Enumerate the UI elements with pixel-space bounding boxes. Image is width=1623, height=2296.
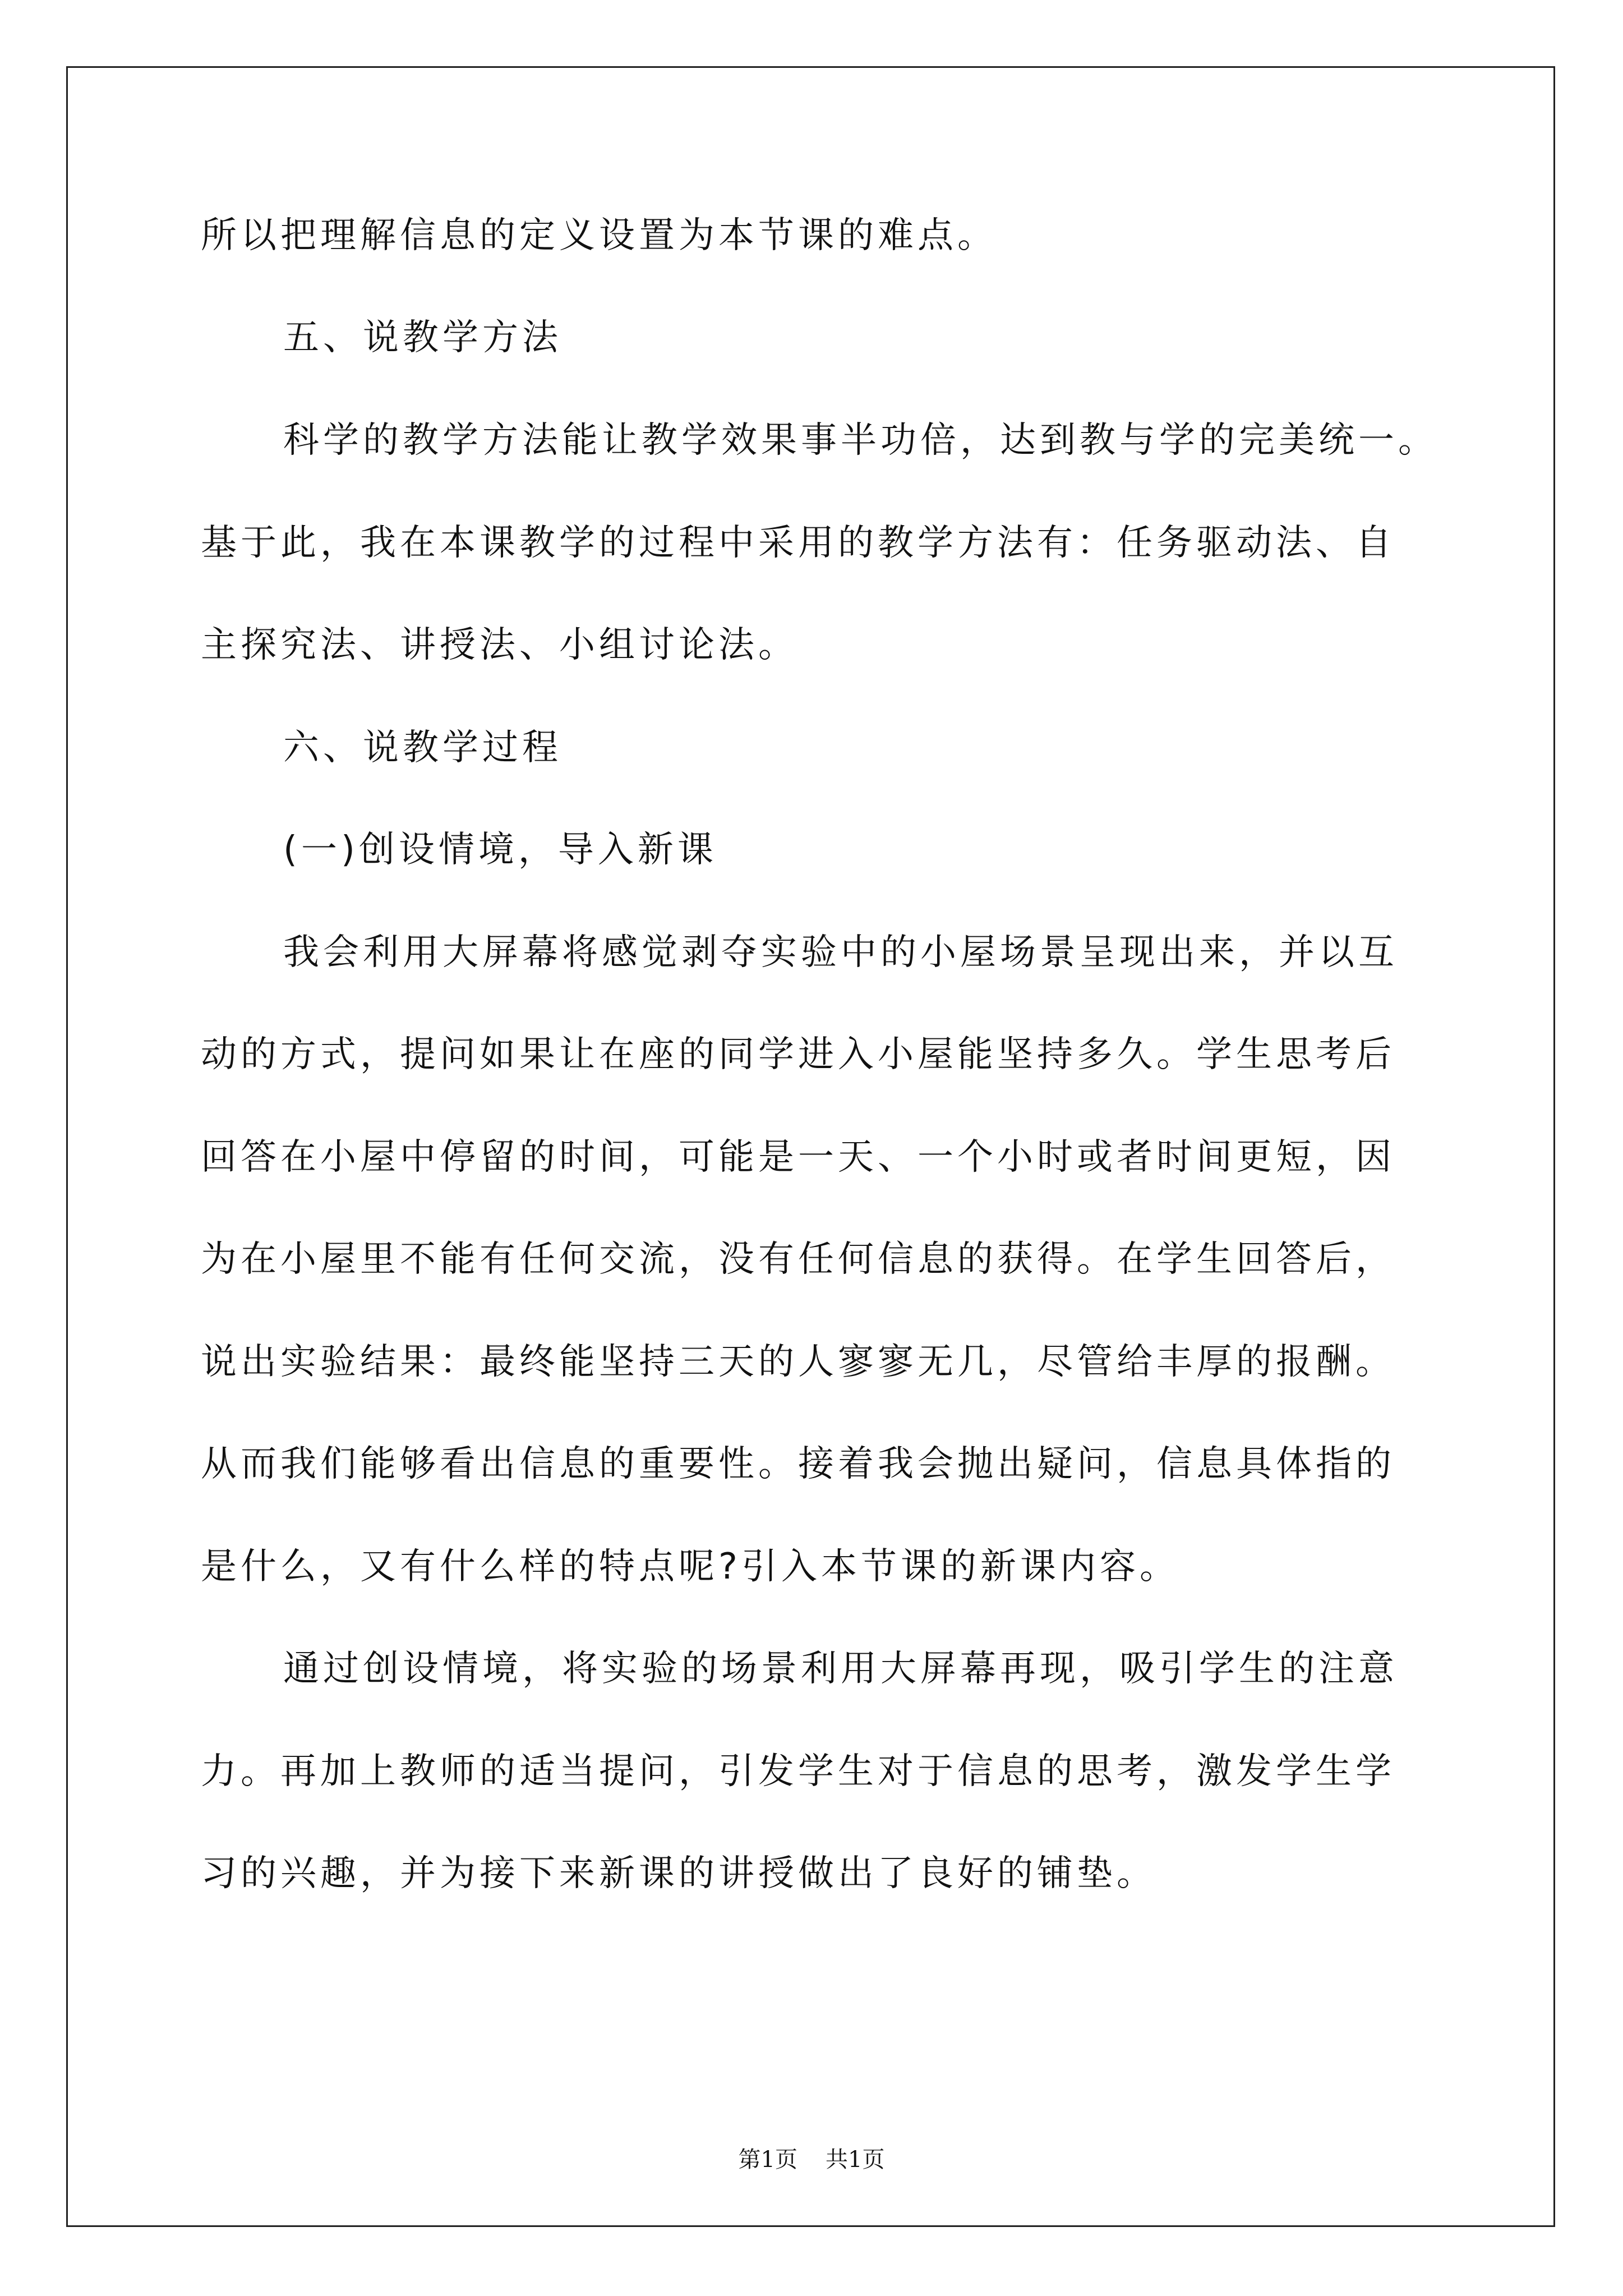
paragraph-line: 通过创设情境，将实验的场景利用大屏幕再现，吸引学生的注意 [283,1648,1398,1690]
paragraph-line: 科学的教学方法能让教学效果事半功倍，达到教与学的完美统一。 [283,420,1438,461]
paragraph-line: 从而我们能够看出信息的重要性。接着我会抛出疑问，信息具体指的 [201,1443,1395,1485]
section-heading: 五、说教学方法 [283,317,562,358]
paragraph-line: 是什么，又有什么样的特点呢?引入本节课的新课内容。 [201,1546,1179,1588]
paragraph-line: 说出实验结果：最终能坚持三天的人寥寥无几，尽管给丰厚的报酬。 [201,1341,1395,1383]
paragraph-line: 力。再加上教师的适当提问，引发学生对于信息的思考，激发学生学 [201,1751,1395,1792]
page-number-current: 第1页 [738,2147,797,2173]
paragraph-line: 习的兴趣，并为接下来新课的讲授做出了良好的铺垫。 [201,1853,1156,1894]
paragraph-line: 回答在小屋中停留的时间，可能是一天、一个小时或者时间更短，因 [201,1137,1395,1178]
paragraph-line: 主探究法、讲授法、小组讨论法。 [201,624,798,666]
paragraph-line: 所以把理解信息的定义设置为本节课的难点。 [201,215,997,256]
paragraph-line: 动的方式，提问如果让在座的同学进入小屋能坚持多久。学生思考后 [201,1034,1395,1075]
subsection-heading: (一)创设情境，导入新课 [283,829,717,871]
paragraph-line: 我会利用大屏幕将感觉剥夺实验中的小屋场景呈现出来，并以互 [283,932,1398,973]
page-footer [0,2143,1623,2177]
paragraph-line: 为在小屋里不能有任何交流，没有任何信息的获得。在学生回答后， [201,1239,1395,1280]
section-heading: 六、说教学过程 [283,727,562,769]
page-number-total: 共1页 [826,2147,885,2173]
paragraph-line: 基于此，我在本课教学的过程中采用的教学方法有：任务驱动法、自 [201,522,1395,564]
